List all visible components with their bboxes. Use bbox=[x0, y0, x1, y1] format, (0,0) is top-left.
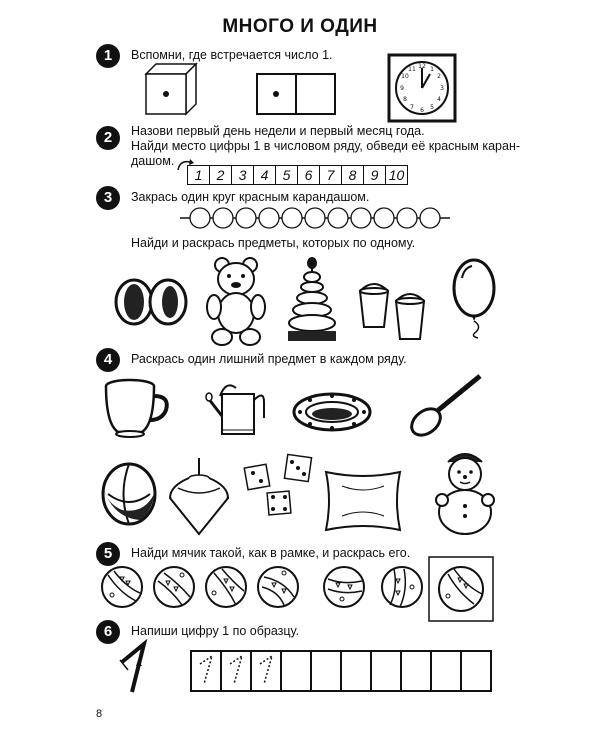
patterned-ball-icon[interactable] bbox=[380, 565, 424, 609]
patterned-ball-icon[interactable] bbox=[322, 565, 366, 609]
writing-cell[interactable] bbox=[190, 650, 220, 692]
svg-text:7: 7 bbox=[410, 104, 414, 111]
plate-icon bbox=[292, 390, 372, 434]
framed-sample-ball-icon bbox=[428, 556, 494, 622]
writing-cell[interactable] bbox=[220, 650, 250, 692]
svg-text:11: 11 bbox=[408, 66, 416, 73]
writing-cell[interactable] bbox=[280, 650, 310, 692]
balloon-icon bbox=[448, 258, 504, 338]
domino-icon bbox=[256, 73, 336, 115]
task-2-line-1: Назови первый день недели и первый месяц года. bbox=[131, 124, 425, 138]
task-2-line-3: дашом. bbox=[131, 154, 175, 168]
svg-text:9: 9 bbox=[400, 85, 404, 92]
pillow-icon bbox=[322, 466, 404, 536]
number-cell[interactable]: 7 bbox=[319, 165, 341, 185]
patterned-ball-icon[interactable] bbox=[152, 565, 196, 609]
writing-cell[interactable] bbox=[400, 650, 430, 692]
task-6-text: Напиши цифру 1 по образцу. bbox=[131, 624, 300, 638]
writing-cell[interactable] bbox=[340, 650, 370, 692]
teddy-bear-icon bbox=[202, 255, 270, 347]
svg-text:10: 10 bbox=[401, 73, 409, 80]
number-cell[interactable]: 8 bbox=[341, 165, 363, 185]
number-cell[interactable]: 5 bbox=[275, 165, 297, 185]
patterned-ball-icon[interactable] bbox=[256, 565, 300, 609]
clock-icon bbox=[388, 54, 456, 122]
spoon-icon bbox=[408, 370, 488, 438]
arrow-curve-icon bbox=[176, 158, 196, 172]
task-number-1: 1 bbox=[96, 44, 120, 68]
bead-row-icon bbox=[180, 206, 450, 230]
number-cell[interactable]: 3 bbox=[231, 165, 253, 185]
writing-cell[interactable] bbox=[370, 650, 400, 692]
task-number-3: 3 bbox=[96, 186, 120, 210]
buckets-icon bbox=[354, 275, 434, 345]
svg-text:2: 2 bbox=[437, 73, 441, 80]
page-title: МНОГО И ОДИН bbox=[222, 16, 378, 37]
task-3-text-2: Найди и раскрась предметы, которых по одному. bbox=[131, 236, 416, 250]
task-1-text: Вспомни, где встречается число 1. bbox=[131, 48, 333, 62]
svg-text:1: 1 bbox=[430, 66, 434, 73]
task-2-line-2: Найди место цифры 1 в числовом ряду, обведи её красным каран- bbox=[131, 139, 521, 153]
number-cell[interactable]: 4 bbox=[253, 165, 275, 185]
number-cell[interactable]: 6 bbox=[297, 165, 319, 185]
number-cell[interactable]: 9 bbox=[363, 165, 385, 185]
cube-icon bbox=[140, 62, 200, 118]
pyramid-toy-icon bbox=[282, 255, 342, 345]
svg-text:3: 3 bbox=[440, 85, 444, 92]
dice-icon bbox=[240, 452, 320, 528]
digit-one-sample-icon bbox=[118, 640, 158, 696]
ball-pair-icon bbox=[112, 272, 192, 332]
task-number-5: 5 bbox=[96, 542, 120, 566]
task-5-text: Найди мячик такой, как в рамке, и раскрась его. bbox=[131, 546, 411, 560]
spinning-top-icon bbox=[166, 458, 232, 538]
svg-text:8: 8 bbox=[403, 96, 407, 103]
task-4-text: Раскрась один лишний предмет в каждом ряду. bbox=[131, 352, 407, 366]
patterned-ball-icon[interactable] bbox=[204, 565, 248, 609]
svg-text:12: 12 bbox=[418, 63, 426, 70]
svg-text:6: 6 bbox=[420, 107, 424, 114]
task-3-text-1: Закрась один круг красным карандашом. bbox=[131, 190, 370, 204]
cup-icon bbox=[100, 378, 172, 438]
task-number-4: 4 bbox=[96, 348, 120, 372]
roly-poly-icon bbox=[432, 448, 498, 534]
watering-can-icon bbox=[206, 376, 276, 440]
writing-grid[interactable] bbox=[190, 650, 492, 692]
svg-text:4: 4 bbox=[437, 96, 441, 103]
task-number-2: 2 bbox=[96, 126, 120, 150]
writing-cell[interactable] bbox=[430, 650, 460, 692]
number-cell[interactable]: 2 bbox=[209, 165, 231, 185]
page-number: 8 bbox=[96, 708, 103, 720]
svg-text:5: 5 bbox=[430, 104, 434, 111]
number-row bbox=[187, 165, 408, 185]
patterned-ball-icon[interactable] bbox=[100, 565, 144, 609]
number-cell[interactable]: 10 bbox=[385, 165, 408, 185]
task-number-6: 6 bbox=[96, 620, 120, 644]
number-cell[interactable]: 1 bbox=[187, 165, 209, 185]
writing-cell[interactable] bbox=[460, 650, 492, 692]
writing-cell[interactable] bbox=[310, 650, 340, 692]
ball-icon bbox=[100, 460, 158, 528]
writing-cell[interactable] bbox=[250, 650, 280, 692]
